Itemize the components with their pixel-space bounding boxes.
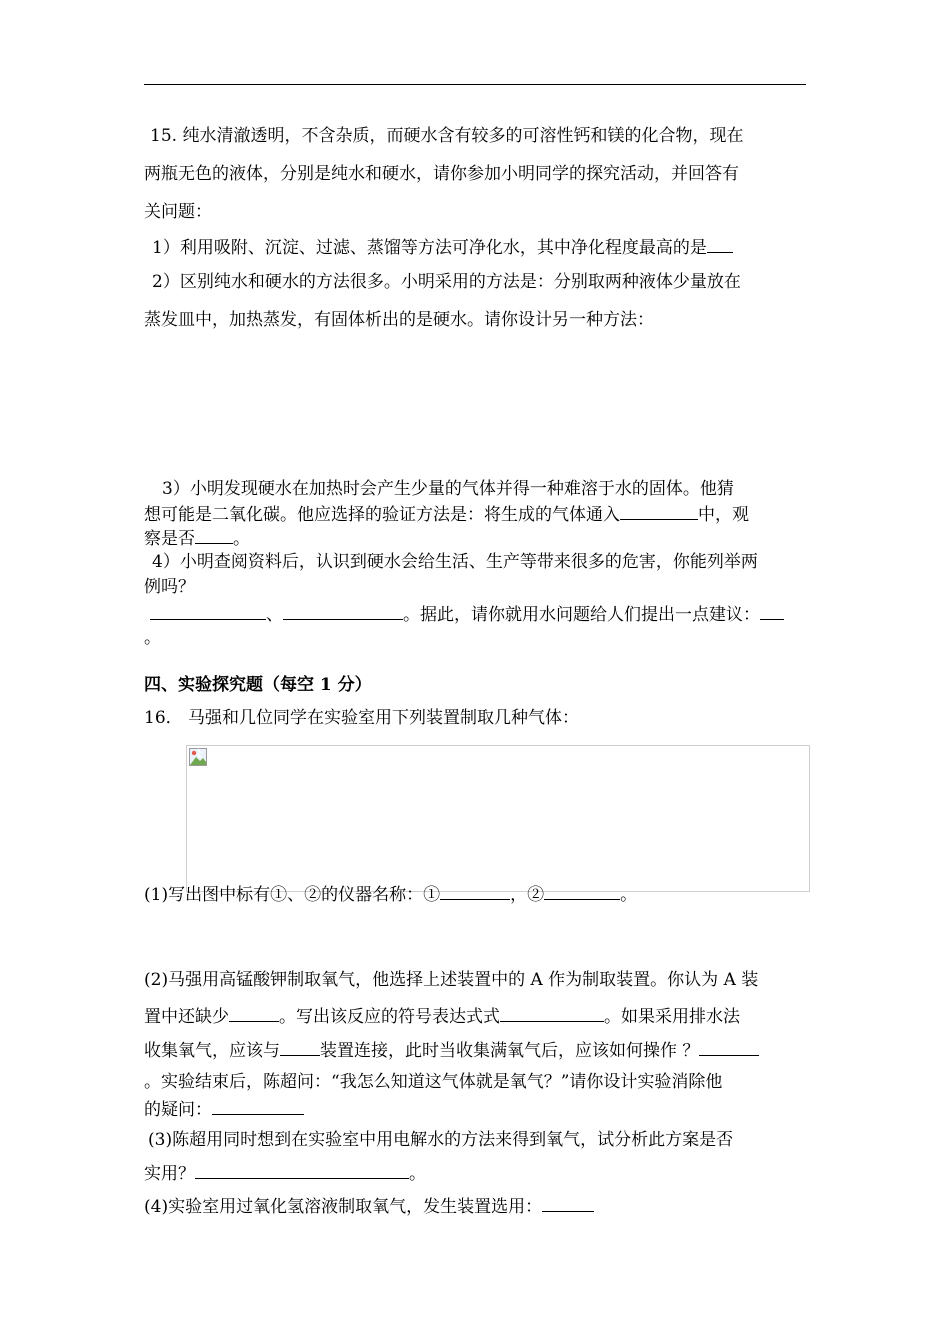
answer-blank[interactable]: [229, 1006, 279, 1022]
q15-line3: 关问题：: [144, 202, 212, 222]
q15-part3a: 3）小明发现硬水在加热时会产生少量的气体并得一种难溶于水的固体。他猜: [162, 479, 734, 499]
q15-part4d: 。: [144, 628, 161, 648]
q16-part3b-tail: 。: [409, 1164, 426, 1184]
answer-blank[interactable]: [500, 1006, 604, 1022]
q15-part2b: 蒸发皿中，加热蒸发，有固体析出的是硬水。请你设计另一种方法：: [144, 310, 654, 330]
q16-part4: [144, 1196, 594, 1217]
q15-part3c: [144, 528, 250, 549]
q16-part3b: [144, 1163, 426, 1184]
q16-part2e-text: 的疑问：: [144, 1100, 212, 1120]
q15-part3b: [144, 504, 749, 525]
q16-intro: 16． 马强和几位同学在实验室用下列装置制取几种气体：: [144, 708, 580, 728]
header-rule: [144, 84, 806, 85]
q15-part4b: 例吗？: [144, 577, 195, 597]
q16-part2c-text: 收集氧气，应该与: [144, 1041, 280, 1061]
q16-part1-sep: ，②: [510, 885, 545, 905]
q15-part3c-text: 察是否: [144, 529, 195, 549]
q15-part2a: 2）区别纯水和硬水的方法很多。小明采用的方法是：分别取两种液体少量放在: [152, 272, 741, 292]
q16-part2b: [144, 1006, 740, 1027]
q15-part3c-tail: 。: [233, 529, 250, 549]
q15-part4c-sep: 、: [266, 605, 283, 625]
q16-part3a: (3)陈超用同时想到在实验室中用电解水的方法来得到氧气，试分析此方案是否: [148, 1130, 734, 1150]
q16-part2d: 。实验结束后，陈超问：“我怎么知道这气体就是氧气？”请你设计实验消除他: [144, 1072, 723, 1092]
q15-part1: [152, 237, 733, 258]
apparatus-figure: [186, 745, 810, 892]
q15-part3b-tail: 中，观: [698, 505, 749, 525]
answer-blank[interactable]: [440, 884, 510, 900]
answer-blank[interactable]: [150, 604, 266, 620]
q15-line2: 两瓶无色的液体，分别是纯水和硬水，请你参加小明同学的探究活动，并回答有: [144, 164, 739, 184]
answer-blank[interactable]: [195, 528, 233, 544]
answer-blank[interactable]: [212, 1099, 304, 1115]
q15-part4c-text: 。据此，请你就用水问题给人们提出一点建议：: [403, 605, 760, 625]
answer-blank[interactable]: [699, 1040, 759, 1056]
q16-part2c: [144, 1040, 759, 1061]
broken-image-icon: [189, 748, 207, 766]
q16-part2e: [144, 1099, 304, 1120]
q15-part1-text: 1）利用吸附、沉淀、过滤、蒸馏等方法可净化水，其中净化程度最高的是: [152, 238, 707, 258]
section4-heading: [144, 675, 372, 695]
answer-blank[interactable]: [283, 604, 403, 620]
q16-part2b-tail: 。如果采用排水法: [604, 1007, 740, 1027]
answer-blank[interactable]: [620, 504, 698, 520]
q16-part1: [144, 884, 637, 905]
q16-part1-tail: 。: [620, 885, 638, 905]
q16-part2b-mid: 。写出该反应的符号表达式式: [279, 1007, 500, 1027]
answer-blank[interactable]: [544, 884, 620, 900]
answer-blank[interactable]: [280, 1040, 320, 1056]
q16-part1-text: (1)写出图中标有①、②的仪器名称：①: [144, 885, 441, 905]
q15-part3b-text: 想可能是二氧化碳。他应选择的验证方法是：将生成的气体通入: [144, 505, 620, 525]
q16-part2c-tail: 装置连接，此时当收集满氧气后，应该如何操作 ？: [320, 1041, 700, 1061]
q16-part3b-text: 实用？: [144, 1164, 195, 1184]
q16-part4-text: (4)实验室用过氧化氢溶液制取氧气，发生装置选用：: [144, 1197, 543, 1217]
q16-part2b-text: 置中还缺少: [144, 1007, 229, 1027]
answer-blank[interactable]: [195, 1163, 409, 1179]
q16-part2a: (2)马强用高锰酸钾制取氧气，他选择上述装置中的 A 作为制取装置。你认为 A 装: [144, 970, 759, 990]
answer-blank[interactable]: [760, 604, 784, 620]
answer-blank[interactable]: [542, 1196, 594, 1212]
section4-heading-text: 四、实验探究题（每空 1 分）: [144, 675, 372, 695]
q15-part4a: 4）小明查阅资料后，认识到硬水会给生活、生产等带来很多的危害，你能列举两: [152, 552, 758, 572]
q15-line1: 15. 纯水清澈透明，不含杂质，而硬水含有较多的可溶性钙和镁的化合物，现在: [150, 126, 744, 146]
q15-part4c: [150, 604, 784, 625]
answer-blank[interactable]: [707, 237, 733, 253]
